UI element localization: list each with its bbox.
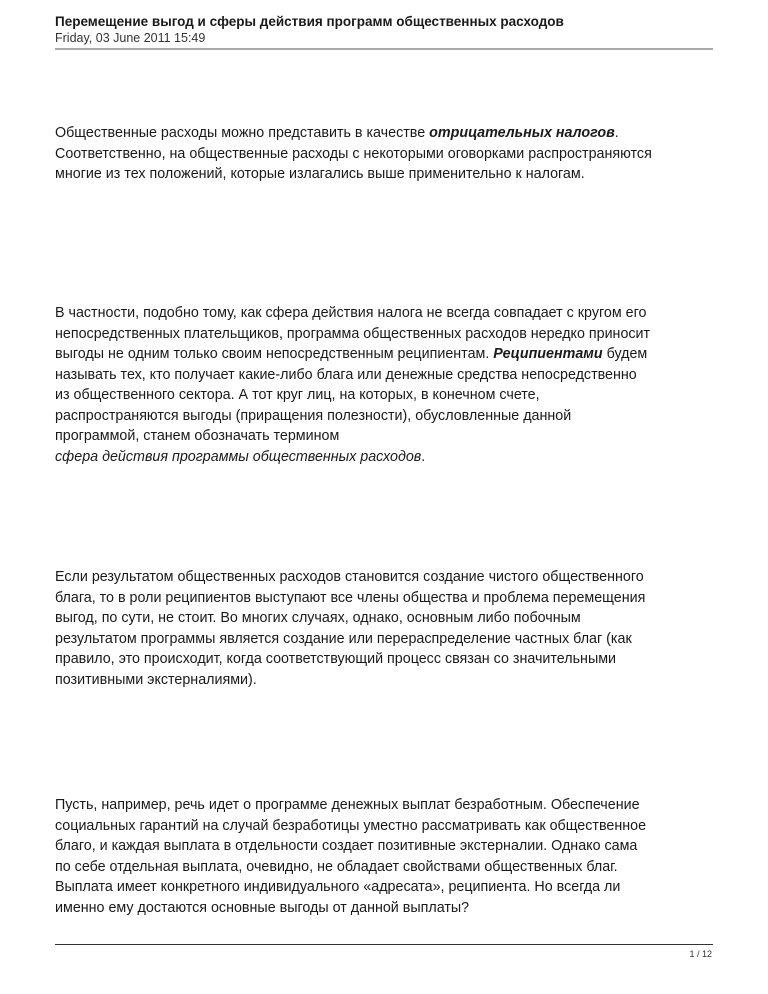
text-line: социальных гарантий на случай безработицы уместно рассматривать как общественное [55, 817, 647, 834]
term: сфера действия программы общественных расходов [55, 448, 422, 465]
text-line: позитивными экстерналиями). [55, 671, 257, 688]
text-line [55, 447, 725, 468]
text-line: результатом программы является создание или перераспределение частных благ (как [55, 630, 632, 647]
paragraph-2 [55, 303, 725, 467]
text: . [614, 125, 619, 141]
text-line: программой, станем обозначать термином [55, 428, 340, 444]
emphasis: Реципиентами [493, 346, 603, 362]
page-number: 1 / 12 [689, 949, 712, 959]
text-line: называть тех, кто получает какие-либо блага или денежные средства непосредственно [55, 366, 637, 383]
text-line: выгод, по сути, не стоит. Во многих случаях, однако, основным либо побочным [55, 610, 581, 626]
text: . [421, 448, 426, 465]
text: выгоды не одним только своим непосредственным реципиентам. [55, 346, 494, 362]
text-line: распространяются выгоды (приращения полезности), обусловленные данной [55, 407, 572, 424]
post-date: Friday, 03 June 2011 15:49 [55, 31, 206, 45]
page-title: Перемещение выгод и сферы действия программ общественных расходов [55, 14, 564, 29]
text: будем [602, 346, 648, 362]
emphasis: отрицательных налогов [429, 125, 615, 141]
header-divider [55, 48, 713, 50]
paragraph-3 [55, 567, 725, 690]
paragraph-1 [55, 123, 725, 185]
paragraph-4 [55, 795, 725, 918]
text-line: Соответственно, на общественные расходы с некоторыми оговорками распространяются [55, 145, 652, 162]
text-line: Пусть, например, речь идет о программе денежных выплат безработным. Обеспечение [55, 797, 640, 813]
text-line: Выплата имеет конкретного индивидуального «адресата», реципиента. Но всегда ли [55, 879, 621, 895]
text-line: многие из тех положений, которые излагались выше применительно к налогам. [55, 166, 585, 182]
text-line: В частности, подобно тому, как сфера действия налога не всегда совпадает с кругом его [55, 305, 647, 321]
text-line: непосредственных плательщиков, программа общественных расходов нередко приносит [55, 325, 651, 342]
text-line: по себе отдельная выплата, очевидно, не обладает свойствами общественных благ. [55, 858, 618, 875]
text-line: именно ему достаются основные выгоды от данной выплаты? [55, 899, 470, 916]
text-line: благо, и каждая выплата в отдельности создает позитивные экстерналии. Однако сама [55, 838, 638, 854]
text-line: блага, то в роли реципиентов выступают все члены общества и проблема перемещения [55, 589, 646, 606]
text-line: правило, это происходит, когда соответствующий процесс связан со значительными [55, 651, 617, 667]
text-line [55, 344, 725, 365]
text-line: из общественного сектора. А тот круг лиц, на которых, в конечном счете, [55, 387, 540, 403]
text-line: Если результатом общественных расходов становится создание чистого общественного [55, 569, 644, 585]
text-line [55, 123, 725, 144]
text: Общественные расходы можно представить в качестве [55, 125, 430, 141]
footer-divider [55, 944, 713, 945]
